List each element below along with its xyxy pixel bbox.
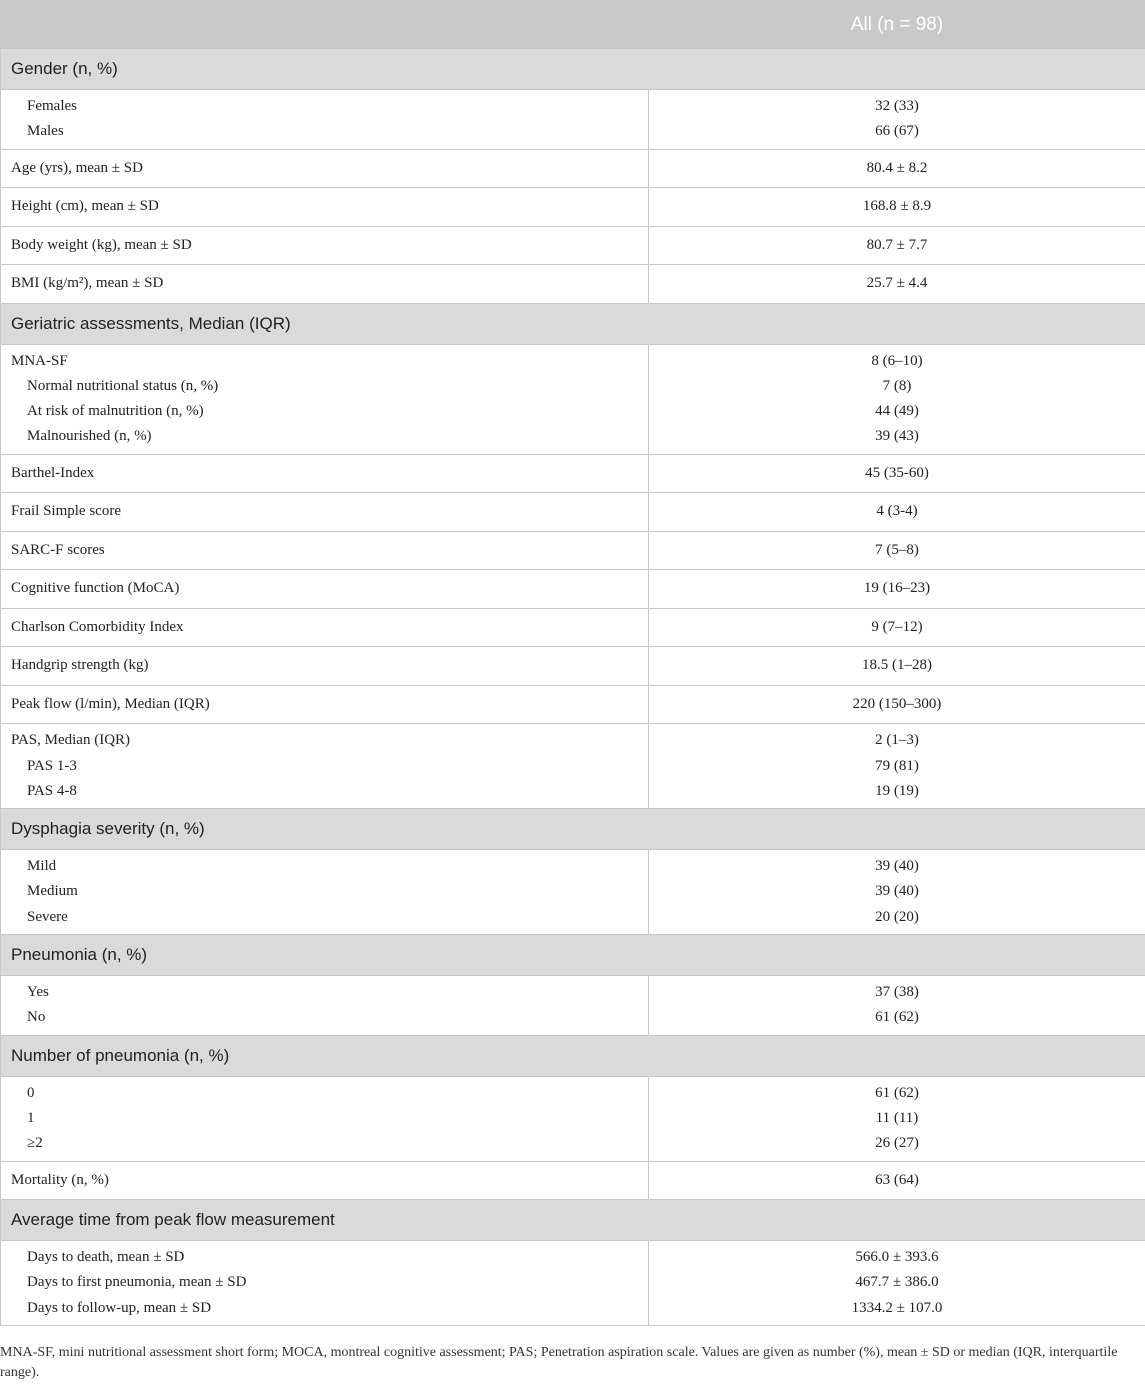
row-value: 39 (40)	[875, 858, 919, 875]
row-value-cell	[649, 493, 1145, 532]
section-header-row	[1, 303, 1145, 344]
row-label: MNA-SF	[11, 352, 68, 369]
row-value: 63 (64)	[875, 1171, 919, 1188]
row-label-cell	[1, 1076, 649, 1161]
row-label: Age (yrs), mean ± SD	[11, 159, 143, 176]
table-row	[1, 1241, 1145, 1326]
row-value: 61 (62)	[875, 1084, 919, 1101]
row-label: Days to follow-up, mean ± SD	[27, 1299, 212, 1316]
row-label-cell	[1, 570, 649, 609]
section-header-row	[1, 1035, 1145, 1076]
row-value-cell	[649, 608, 1145, 647]
row-label-cell	[1, 608, 649, 647]
row-label: SARC-F scores	[11, 541, 105, 558]
row-label: Handgrip strength (kg)	[11, 657, 149, 674]
row-value-cell	[649, 685, 1145, 724]
header-label-cell	[1, 1, 649, 49]
row-label-cell	[1, 493, 649, 532]
row-value-cell	[649, 344, 1145, 454]
row-label-cell	[1, 1161, 649, 1200]
row-value: 61 (62)	[875, 1009, 919, 1026]
row-label: Peak flow (l/min), Median (IQR)	[11, 695, 210, 712]
section-title: Dysphagia severity (n, %)	[1, 809, 1145, 850]
row-label: PAS 4-8	[27, 782, 77, 799]
row-label-cell	[1, 850, 649, 935]
table-row	[1, 647, 1145, 686]
table-row	[1, 344, 1145, 454]
table-row	[1, 976, 1145, 1036]
row-label-cell	[1, 531, 649, 570]
row-value: 20 (20)	[875, 908, 919, 925]
row-label: PAS 1-3	[27, 757, 77, 774]
row-value-cell	[649, 226, 1145, 265]
row-value: 220 (150–300)	[852, 695, 942, 712]
row-label-cell	[1, 188, 649, 227]
table-row	[1, 724, 1145, 809]
row-value-cell	[649, 454, 1145, 493]
row-label-cell	[1, 344, 649, 454]
row-value-cell	[649, 188, 1145, 227]
row-label-cell	[1, 226, 649, 265]
row-label-cell	[1, 265, 649, 304]
row-value: 39 (40)	[875, 883, 919, 900]
table-row	[1, 188, 1145, 227]
row-value: 37 (38)	[875, 984, 919, 1001]
section-header-row	[1, 1200, 1145, 1241]
table-body	[1, 49, 1145, 1326]
row-label: Days to first pneumonia, mean ± SD	[27, 1274, 247, 1291]
row-label: Barthel-Index	[11, 464, 95, 481]
row-value: 80.7 ± 7.7	[866, 236, 928, 253]
row-value: 19 (16–23)	[863, 580, 931, 597]
row-value: 168.8 ± 8.9	[862, 198, 932, 215]
table-header-row	[1, 1, 1145, 49]
table-row	[1, 149, 1145, 188]
table-row	[1, 850, 1145, 935]
row-value: 467.7 ± 386.0	[855, 1274, 939, 1291]
row-label-cell	[1, 90, 649, 150]
section-header-row	[1, 809, 1145, 850]
row-value-cell	[649, 265, 1145, 304]
row-label: Charlson Comorbidity Index	[11, 618, 184, 635]
row-label: ≥2	[27, 1135, 43, 1152]
row-value-cell	[649, 570, 1145, 609]
section-title: Gender (n, %)	[1, 49, 1145, 90]
row-value-cell	[649, 1161, 1145, 1200]
row-value: 11 (11)	[875, 1109, 919, 1126]
row-value: 32 (33)	[875, 98, 919, 114]
table-row	[1, 685, 1145, 724]
row-value: 45 (35-60)	[865, 464, 929, 481]
row-label-cell	[1, 647, 649, 686]
row-label-cell	[1, 1241, 649, 1326]
row-label-cell	[1, 149, 649, 188]
table-row	[1, 531, 1145, 570]
row-value-cell	[649, 1076, 1145, 1161]
row-value: 25.7 ± 4.4	[866, 275, 928, 292]
row-value: 79 (81)	[875, 757, 919, 774]
row-label: Yes	[27, 984, 49, 1001]
row-label: Males	[27, 123, 64, 140]
row-value: 80.4 ± 8.2	[866, 159, 928, 176]
row-value: 9 (7–12)	[871, 618, 923, 635]
row-label: Medium	[27, 883, 78, 900]
row-label: Frail Simple score	[11, 503, 121, 520]
row-value: 7 (8)	[882, 377, 912, 394]
table-row	[1, 90, 1145, 150]
row-label: Mortality (n, %)	[11, 1171, 109, 1188]
row-value-cell	[649, 976, 1145, 1036]
row-label: Cognitive function (MoCA)	[11, 580, 180, 597]
section-title: Average time from peak flow measurement	[1, 1200, 1145, 1241]
section-header-row	[1, 935, 1145, 976]
section-title: Number of pneumonia (n, %)	[1, 1035, 1145, 1076]
row-label-cell	[1, 685, 649, 724]
row-label: PAS, Median (IQR)	[11, 732, 131, 749]
row-value-cell	[649, 531, 1145, 570]
row-label: At risk of malnutrition (n, %)	[27, 403, 204, 420]
table-row	[1, 608, 1145, 647]
row-label: 0	[27, 1084, 35, 1101]
row-label: Severe	[27, 908, 68, 925]
row-label: Malnourished (n, %)	[27, 428, 152, 445]
row-label: No	[27, 1009, 46, 1026]
row-label: Body weight (kg), mean ± SD	[11, 236, 192, 253]
row-value: 18.5 (1–28)	[862, 657, 932, 674]
row-value: 1334.2 ± 107.0	[851, 1299, 943, 1316]
row-label-cell	[1, 976, 649, 1036]
row-label-cell	[1, 724, 649, 809]
row-value: 8 (6–10)	[871, 352, 923, 369]
row-label: Mild	[27, 858, 57, 875]
table-footnote: MNA-SF, mini nutritional assessment short form; MOCA, montreal cognitive assessment; PAS; Penetration aspiration scale. Values are given as number (%), mean ± SD or median (IQR, interquartile range).	[0, 1345, 1118, 1380]
table-row	[1, 1161, 1145, 1200]
row-label: Normal nutritional status (n, %)	[27, 377, 219, 394]
row-value: 2 (1–3)	[875, 732, 919, 749]
row-value: 19 (19)	[875, 782, 919, 799]
table-row	[1, 454, 1145, 493]
row-label: 1	[27, 1109, 35, 1126]
section-header-row	[1, 49, 1145, 90]
row-value: 39 (43)	[875, 428, 919, 445]
row-value-cell	[649, 724, 1145, 809]
row-value-cell	[649, 149, 1145, 188]
table-row	[1, 1076, 1145, 1161]
row-value: 566.0 ± 393.6	[855, 1249, 939, 1266]
row-label: Females	[27, 98, 77, 114]
row-label: Days to death, mean ± SD	[27, 1249, 185, 1266]
row-value: 66 (67)	[875, 123, 919, 140]
row-value-cell	[649, 850, 1145, 935]
row-value: 44 (49)	[875, 403, 919, 420]
section-title: Pneumonia (n, %)	[1, 935, 1145, 976]
row-value: 7 (5–8)	[875, 541, 919, 558]
table-row	[1, 570, 1145, 609]
row-value-cell	[649, 647, 1145, 686]
row-label-cell	[1, 454, 649, 493]
row-value: 26 (27)	[875, 1135, 919, 1152]
row-value-cell	[649, 1241, 1145, 1326]
table-row	[1, 265, 1145, 304]
row-label: Height (cm), mean ± SD	[11, 198, 159, 215]
table-row	[1, 493, 1145, 532]
row-value: 4 (3-4)	[876, 503, 918, 520]
header-all-cell: All (n = 98)	[649, 1, 1145, 49]
table-row	[1, 226, 1145, 265]
row-value-cell	[649, 90, 1145, 150]
row-label: BMI (kg/m²), mean ± SD	[11, 275, 164, 292]
section-title: Geriatric assessments, Median (IQR)	[1, 303, 1145, 344]
